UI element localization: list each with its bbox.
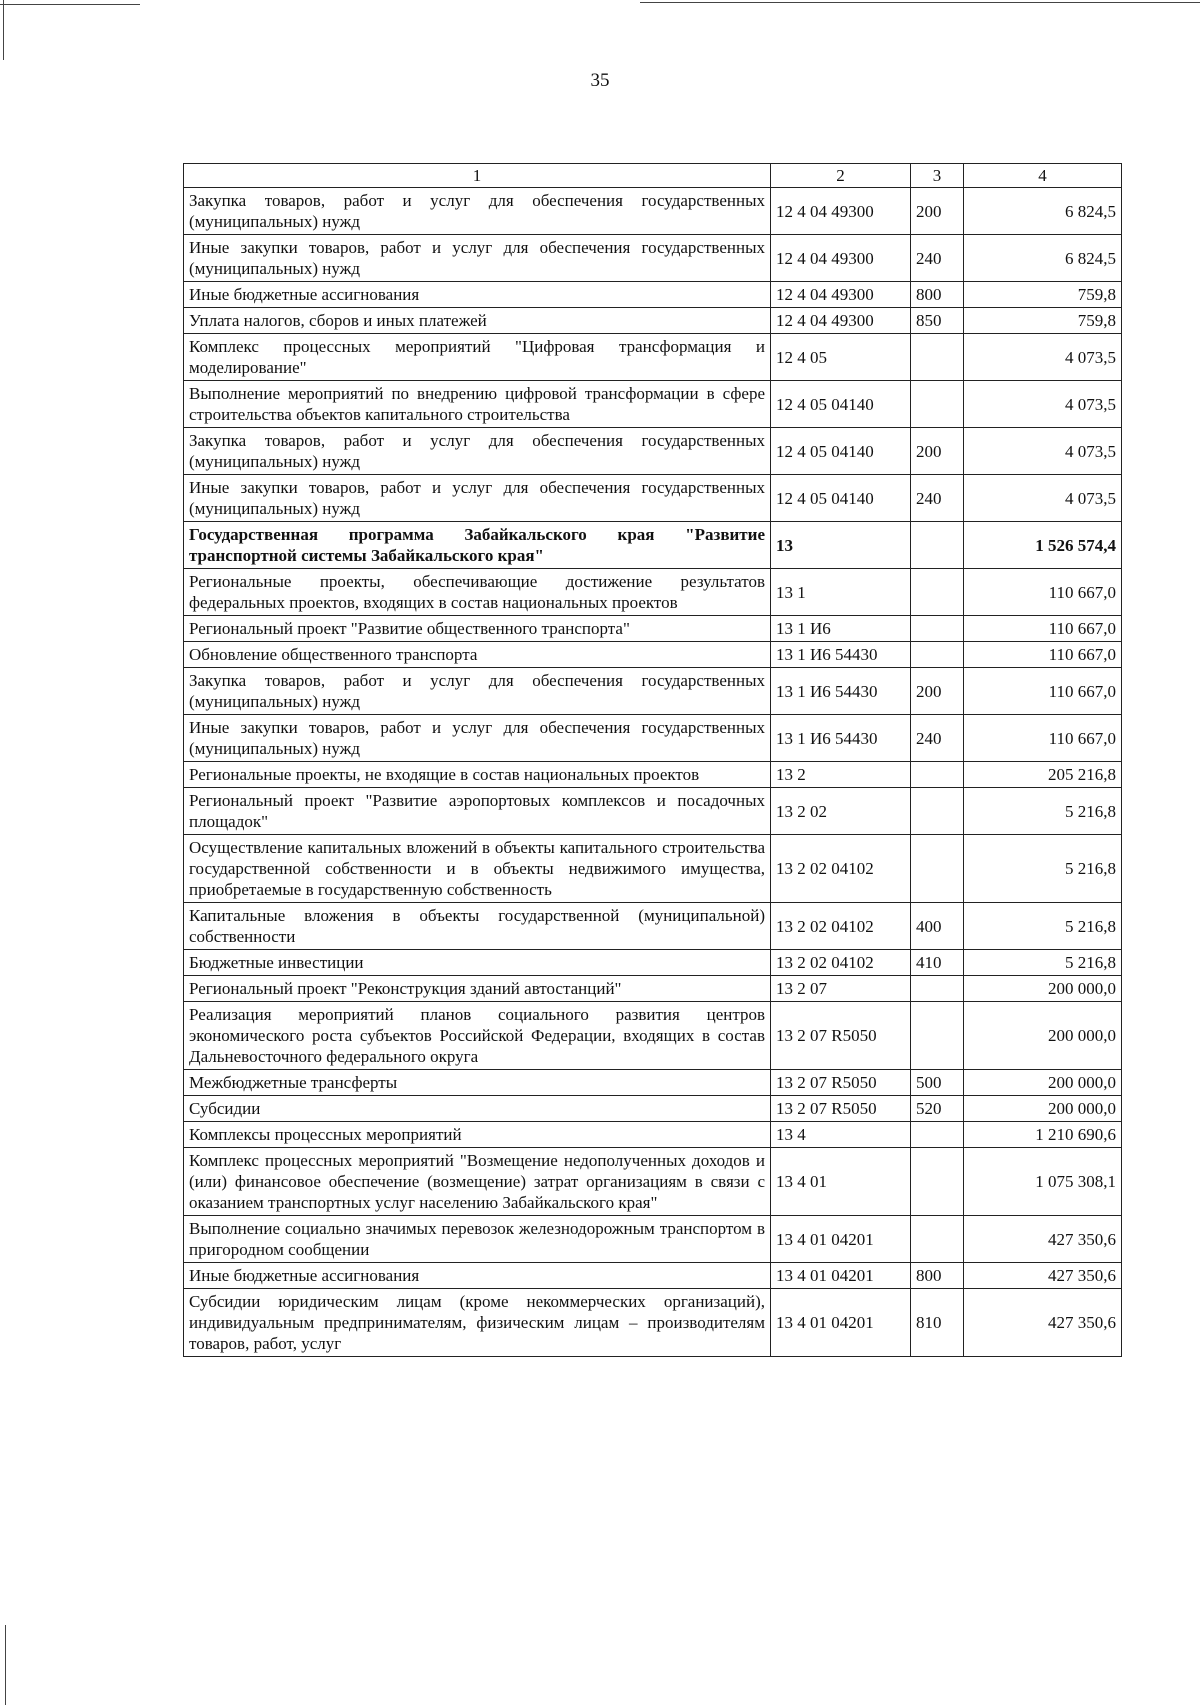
row-sum-cell: 427 350,6 bbox=[964, 1216, 1122, 1263]
row-type-cell: 240 bbox=[911, 475, 964, 522]
header-col-1: 1 bbox=[184, 164, 771, 188]
table-row bbox=[184, 334, 1122, 381]
row-type-cell: 800 bbox=[911, 282, 964, 308]
header-col-2: 2 bbox=[771, 164, 911, 188]
row-type-cell bbox=[911, 788, 964, 835]
row-sum-cell: 205 216,8 bbox=[964, 762, 1122, 788]
row-name-cell: Выполнение мероприятий по внедрению цифровой трансформации в сфере строительства объектов капитального строительства bbox=[184, 381, 771, 428]
row-name-cell: Региональный проект "Развитие аэропортовых комплексов и посадочных площадок" bbox=[184, 788, 771, 835]
scan-edge-left-bottom bbox=[5, 1625, 6, 1705]
row-name-cell: Иные закупки товаров, работ и услуг для обеспечения государственных (муниципальных) нужд bbox=[184, 715, 771, 762]
row-name-cell: Обновление общественного транспорта bbox=[184, 642, 771, 668]
row-name-cell: Межбюджетные трансферты bbox=[184, 1070, 771, 1096]
row-type-cell: 520 bbox=[911, 1096, 964, 1122]
table-row bbox=[184, 642, 1122, 668]
row-sum-cell: 1 526 574,4 bbox=[964, 522, 1122, 569]
row-type-cell: 200 bbox=[911, 188, 964, 235]
table-row bbox=[184, 668, 1122, 715]
row-code-cell: 13 2 07 R5050 bbox=[771, 1002, 911, 1070]
row-sum-cell: 4 073,5 bbox=[964, 428, 1122, 475]
row-code-cell: 12 4 05 04140 bbox=[771, 381, 911, 428]
page-number: 35 bbox=[590, 70, 610, 91]
row-type-cell bbox=[911, 1148, 964, 1216]
row-sum-cell: 759,8 bbox=[964, 282, 1122, 308]
table-row bbox=[184, 1216, 1122, 1263]
row-sum-cell: 4 073,5 bbox=[964, 334, 1122, 381]
row-code-cell: 13 2 02 04102 bbox=[771, 950, 911, 976]
row-type-cell: 850 bbox=[911, 308, 964, 334]
row-code-cell: 13 4 bbox=[771, 1122, 911, 1148]
row-code-cell: 13 4 01 bbox=[771, 1148, 911, 1216]
row-type-cell bbox=[911, 334, 964, 381]
table-row bbox=[184, 188, 1122, 235]
row-name-cell: Реализация мероприятий планов социального развития центров экономического роста субъектов Российской Федерации, входящих в состав Дальневосточного федерального округа bbox=[184, 1002, 771, 1070]
row-code-cell: 13 2 bbox=[771, 762, 911, 788]
row-sum-cell: 200 000,0 bbox=[964, 1002, 1122, 1070]
row-code-cell: 13 bbox=[771, 522, 911, 569]
row-code-cell: 13 1 И6 54430 bbox=[771, 642, 911, 668]
row-sum-cell: 110 667,0 bbox=[964, 616, 1122, 642]
row-sum-cell: 200 000,0 bbox=[964, 976, 1122, 1002]
row-code-cell: 13 2 07 R5050 bbox=[771, 1070, 911, 1096]
row-code-cell: 13 4 01 04201 bbox=[771, 1289, 911, 1357]
row-sum-cell: 110 667,0 bbox=[964, 668, 1122, 715]
table-row bbox=[184, 522, 1122, 569]
row-code-cell: 13 2 02 bbox=[771, 788, 911, 835]
row-code-cell: 12 4 05 04140 bbox=[771, 428, 911, 475]
row-name-cell: Комплекс процессных мероприятий "Возмещение недополученных доходов и (или) финансовое обеспечение (возмещение) затрат организациям в связи с оказанием транспортных услуг населению Забайкальского края" bbox=[184, 1148, 771, 1216]
row-sum-cell: 1 210 690,6 bbox=[964, 1122, 1122, 1148]
table-row bbox=[184, 1096, 1122, 1122]
row-type-cell: 400 bbox=[911, 903, 964, 950]
row-name-cell: Уплата налогов, сборов и иных платежей bbox=[184, 308, 771, 334]
row-type-cell: 810 bbox=[911, 1289, 964, 1357]
table-header-row bbox=[184, 164, 1122, 188]
table-row bbox=[184, 762, 1122, 788]
row-name-cell: Комплексы процессных мероприятий bbox=[184, 1122, 771, 1148]
row-type-cell: 800 bbox=[911, 1263, 964, 1289]
row-code-cell: 13 1 bbox=[771, 569, 911, 616]
row-name-cell: Иные бюджетные ассигнования bbox=[184, 282, 771, 308]
row-sum-cell: 427 350,6 bbox=[964, 1289, 1122, 1357]
row-name-cell: Закупка товаров, работ и услуг для обеспечения государственных (муниципальных) нужд bbox=[184, 428, 771, 475]
scan-edge-top bbox=[0, 4, 140, 5]
row-type-cell bbox=[911, 1216, 964, 1263]
table-row bbox=[184, 569, 1122, 616]
row-name-cell: Закупка товаров, работ и услуг для обеспечения государственных (муниципальных) нужд bbox=[184, 668, 771, 715]
row-code-cell: 13 2 07 bbox=[771, 976, 911, 1002]
row-code-cell: 12 4 05 04140 bbox=[771, 475, 911, 522]
row-name-cell: Региональный проект "Реконструкция зданий автостанций" bbox=[184, 976, 771, 1002]
row-sum-cell: 6 824,5 bbox=[964, 235, 1122, 282]
row-code-cell: 13 2 02 04102 bbox=[771, 835, 911, 903]
row-code-cell: 12 4 05 bbox=[771, 334, 911, 381]
row-code-cell: 13 2 02 04102 bbox=[771, 903, 911, 950]
row-code-cell: 13 1 И6 54430 bbox=[771, 715, 911, 762]
row-name-cell: Закупка товаров, работ и услуг для обеспечения государственных (муниципальных) нужд bbox=[184, 188, 771, 235]
table-row bbox=[184, 715, 1122, 762]
header-col-3: 3 bbox=[911, 164, 964, 188]
table-row bbox=[184, 1122, 1122, 1148]
row-sum-cell: 110 667,0 bbox=[964, 715, 1122, 762]
row-sum-cell: 5 216,8 bbox=[964, 788, 1122, 835]
row-type-cell bbox=[911, 569, 964, 616]
row-type-cell bbox=[911, 762, 964, 788]
row-type-cell bbox=[911, 1002, 964, 1070]
row-code-cell: 12 4 04 49300 bbox=[771, 282, 911, 308]
row-code-cell: 12 4 04 49300 bbox=[771, 188, 911, 235]
row-type-cell bbox=[911, 976, 964, 1002]
row-type-cell: 240 bbox=[911, 235, 964, 282]
row-sum-cell: 5 216,8 bbox=[964, 835, 1122, 903]
row-type-cell bbox=[911, 522, 964, 569]
row-name-cell: Бюджетные инвестиции bbox=[184, 950, 771, 976]
row-sum-cell: 4 073,5 bbox=[964, 381, 1122, 428]
row-name-cell: Выполнение социально значимых перевозок железнодорожным транспортом в пригородном сообщении bbox=[184, 1216, 771, 1263]
row-name-cell: Комплекс процессных мероприятий "Цифровая трансформация и моделирование" bbox=[184, 334, 771, 381]
row-sum-cell: 5 216,8 bbox=[964, 903, 1122, 950]
row-code-cell: 12 4 04 49300 bbox=[771, 308, 911, 334]
table-row bbox=[184, 903, 1122, 950]
row-name-cell: Региональные проекты, обеспечивающие достижение результатов федеральных проектов, входящих в состав национальных проектов bbox=[184, 569, 771, 616]
row-type-cell: 500 bbox=[911, 1070, 964, 1096]
row-sum-cell: 110 667,0 bbox=[964, 642, 1122, 668]
row-name-cell: Субсидии bbox=[184, 1096, 771, 1122]
row-sum-cell: 1 075 308,1 bbox=[964, 1148, 1122, 1216]
row-type-cell: 240 bbox=[911, 715, 964, 762]
table-row bbox=[184, 788, 1122, 835]
row-type-cell bbox=[911, 1122, 964, 1148]
row-sum-cell: 427 350,6 bbox=[964, 1263, 1122, 1289]
row-sum-cell: 200 000,0 bbox=[964, 1096, 1122, 1122]
row-type-cell bbox=[911, 616, 964, 642]
table-row bbox=[184, 282, 1122, 308]
scan-edge-top-right bbox=[640, 2, 1200, 3]
row-name-cell: Региональные проекты, не входящие в состав национальных проектов bbox=[184, 762, 771, 788]
table-row bbox=[184, 835, 1122, 903]
row-code-cell: 13 1 И6 54430 bbox=[771, 668, 911, 715]
table-row bbox=[184, 616, 1122, 642]
row-name-cell: Государственная программа Забайкальского края "Развитие транспортной системы Забайкальского края" bbox=[184, 522, 771, 569]
scan-edge-left bbox=[3, 0, 4, 60]
table-row bbox=[184, 1263, 1122, 1289]
row-name-cell: Иные закупки товаров, работ и услуг для обеспечения государственных (муниципальных) нужд bbox=[184, 235, 771, 282]
table-row bbox=[184, 1289, 1122, 1357]
row-type-cell: 410 bbox=[911, 950, 964, 976]
row-name-cell: Субсидии юридическим лицам (кроме некоммерческих организаций), индивидуальным предпринимателям, физическим лицам – производителям товаров, работ, услуг bbox=[184, 1289, 771, 1357]
table-row bbox=[184, 235, 1122, 282]
row-type-cell: 200 bbox=[911, 668, 964, 715]
row-type-cell bbox=[911, 835, 964, 903]
row-type-cell bbox=[911, 381, 964, 428]
table-row bbox=[184, 381, 1122, 428]
row-sum-cell: 110 667,0 bbox=[964, 569, 1122, 616]
table-row bbox=[184, 1148, 1122, 1216]
row-name-cell: Иные бюджетные ассигнования bbox=[184, 1263, 771, 1289]
table-row bbox=[184, 1002, 1122, 1070]
row-code-cell: 13 4 01 04201 bbox=[771, 1263, 911, 1289]
row-name-cell: Капитальные вложения в объекты государственной (муниципальной) собственности bbox=[184, 903, 771, 950]
table-row bbox=[184, 1070, 1122, 1096]
row-code-cell: 13 4 01 04201 bbox=[771, 1216, 911, 1263]
row-sum-cell: 4 073,5 bbox=[964, 475, 1122, 522]
row-name-cell: Региональный проект "Развитие общественного транспорта" bbox=[184, 616, 771, 642]
row-sum-cell: 200 000,0 bbox=[964, 1070, 1122, 1096]
table-row bbox=[184, 308, 1122, 334]
row-name-cell: Иные закупки товаров, работ и услуг для обеспечения государственных (муниципальных) нужд bbox=[184, 475, 771, 522]
row-code-cell: 12 4 04 49300 bbox=[771, 235, 911, 282]
table-row bbox=[184, 950, 1122, 976]
row-code-cell: 13 2 07 R5050 bbox=[771, 1096, 911, 1122]
table-body bbox=[184, 188, 1122, 1357]
row-code-cell: 13 1 И6 bbox=[771, 616, 911, 642]
row-name-cell: Осуществление капитальных вложений в объекты капитального строительства государственной собственности и в объекты недвижимого имущества, приобретаемые в государственную собственность bbox=[184, 835, 771, 903]
table-row bbox=[184, 976, 1122, 1002]
table-row bbox=[184, 475, 1122, 522]
row-sum-cell: 759,8 bbox=[964, 308, 1122, 334]
table-row bbox=[184, 428, 1122, 475]
row-type-cell bbox=[911, 642, 964, 668]
row-sum-cell: 5 216,8 bbox=[964, 950, 1122, 976]
header-col-4: 4 bbox=[964, 164, 1122, 188]
row-type-cell: 200 bbox=[911, 428, 964, 475]
budget-table bbox=[183, 163, 1122, 1357]
row-sum-cell: 6 824,5 bbox=[964, 188, 1122, 235]
